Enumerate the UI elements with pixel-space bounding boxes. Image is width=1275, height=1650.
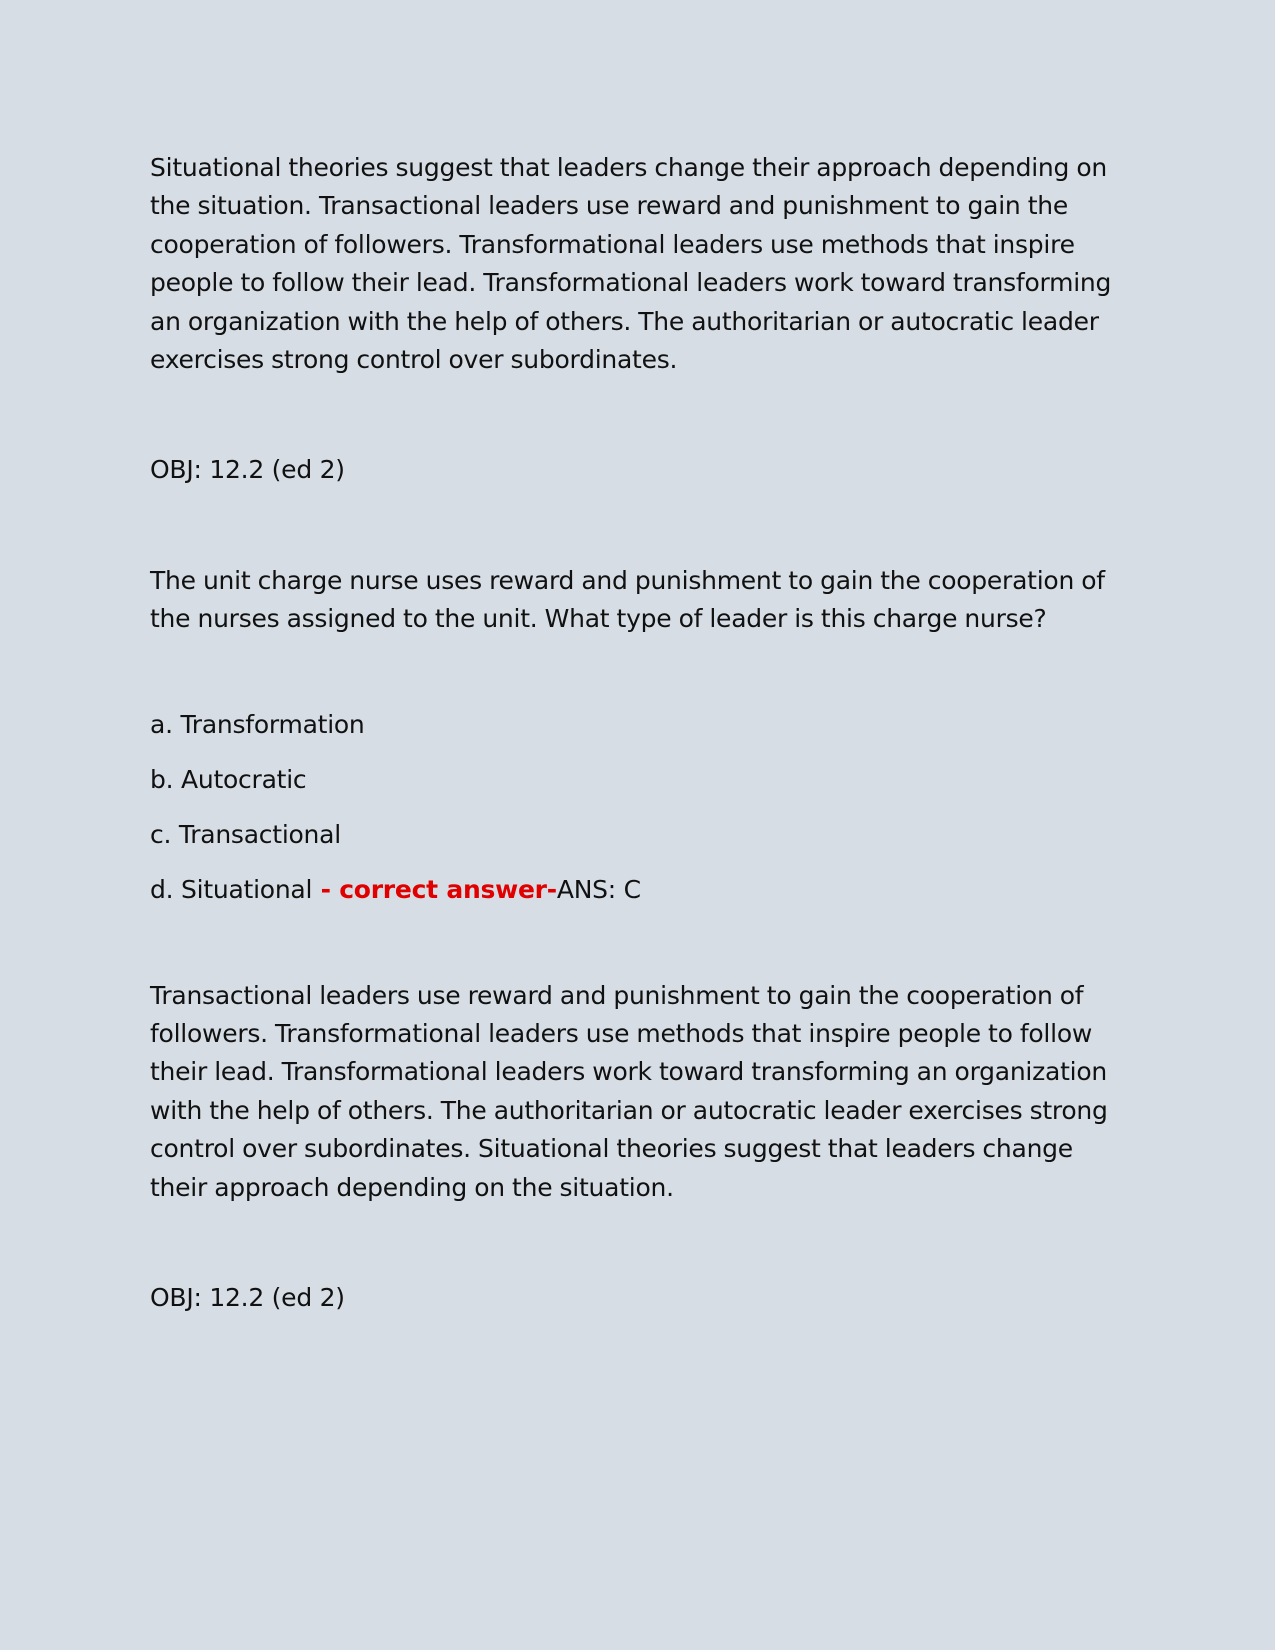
option-d: [150, 871, 1135, 926]
document-page: [150, 149, 1135, 1318]
objective-label-2: OBJ: 12.2 (ed 2): [150, 1283, 345, 1313]
option-d-label: d. Situational: [150, 874, 313, 904]
rationale-paragraph: Transactional leaders use reward and punishment to gain the cooperation of followers. Transformational leaders use methods that inspire people to follow their lead. Transformational leaders work toward transforming an organization with the help of others. The authoritarian or autocratic leader exercises strong control over subordinates. Situational theories suggest that leaders change their approach depending on the situation.: [150, 980, 1108, 1202]
option-a: a. Transformation: [150, 709, 365, 739]
intro-rationale-paragraph: Situational theories suggest that leaders change their approach depending on the situation. Transactional leaders use reward and punishment to gain the cooperation of followers. Transformational leaders use methods that inspire people to follow their lead. Transformational leaders work toward transforming an organization with the help of others. The authoritarian or autocratic leader exercises strong control over subordinates.: [150, 153, 1112, 375]
correct-answer-marker: - correct answer-: [312, 874, 557, 904]
answer-options: [150, 706, 1135, 926]
objective-label: OBJ: 12.2 (ed 2): [150, 455, 345, 485]
question-text: The unit charge nurse uses reward and punishment to gain the cooperation of the nurses assigned to the unit. What type of leader is this charge nurse?: [150, 565, 1105, 634]
option-b: b. Autocratic: [150, 764, 307, 794]
answer-key: ANS: C: [556, 874, 641, 904]
option-c: c. Transactional: [150, 819, 341, 849]
